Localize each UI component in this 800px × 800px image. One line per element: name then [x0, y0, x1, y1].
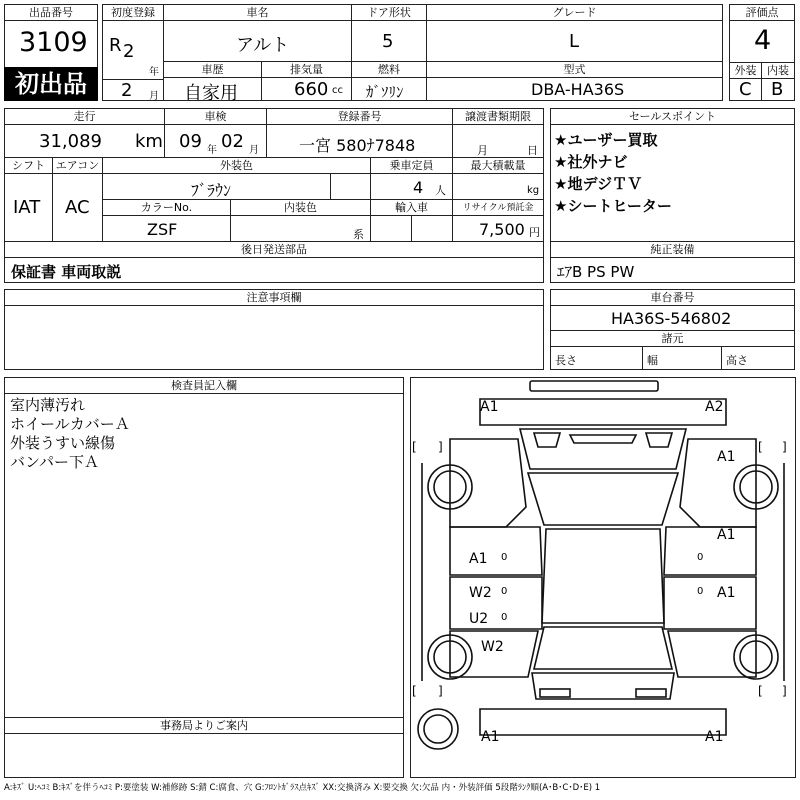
inspection-year-unit: 年 — [207, 145, 217, 156]
bracket-left: ] — [438, 684, 443, 698]
width-box — [642, 346, 722, 370]
lot-number: 3109 — [19, 27, 88, 58]
sales-point-item: ★地デジＴＶ — [554, 175, 643, 193]
transfer-day-unit: 日 — [527, 144, 538, 157]
plate-label: 登録番号 — [266, 108, 453, 125]
damage-legend: A:ｷｽﾞ U:ﾍｺﾐ B:ｷｽﾞを伴うﾍｺﾐ P:要塗装 W:補修跡 S:錆 C:腐食、穴 G:ﾌﾛﾝﾄｶﾞﾗｽ点ｷｽﾞ XX:交換済み X:要交換 欠:欠品 内・外装評価 5段階ﾗﾝｸ順(A･B･C･D･E) 1 — [4, 783, 601, 793]
inspector-notes-box — [4, 393, 404, 718]
model-code-box — [426, 77, 723, 101]
transfer-deadline-box — [452, 124, 544, 158]
color-number-box — [102, 215, 231, 242]
exterior-color: ﾌﾞﾗｳﾝ — [191, 181, 232, 200]
aircon-box — [52, 173, 103, 242]
aircon-label: エアコン — [52, 157, 103, 174]
inspection-box — [164, 124, 267, 158]
exterior-grade: C — [739, 79, 752, 100]
mileage-label: 走行 — [4, 108, 165, 125]
bracket-left: [ — [412, 684, 417, 698]
first-listing-badge: 初出品 — [4, 67, 98, 101]
color-number-label: カラーNo. — [102, 199, 231, 216]
genuine-equipment: ｴｱB PS PW — [557, 263, 635, 281]
mileage-box — [4, 124, 165, 158]
shift-label: シフト — [4, 157, 53, 174]
office-notice-box — [4, 733, 404, 778]
mileage: 31,089 — [39, 131, 102, 152]
zero-mark: 0 — [697, 586, 704, 597]
zero-mark: 0 — [501, 612, 508, 623]
interior-grade-label: 内装 — [761, 62, 795, 79]
door-count: 5 — [382, 31, 394, 52]
capacity-unit: 人 — [435, 184, 446, 197]
zero-mark: 0 — [501, 586, 508, 597]
height-label: 高さ — [726, 354, 748, 367]
length-label: 長さ — [555, 354, 577, 367]
inspector-note: 室内薄汚れ — [10, 396, 86, 414]
max-load-label: 最大積載量 — [452, 157, 544, 174]
inspector-notes-label: 検査員記入欄 — [4, 377, 404, 394]
capacity: 4 — [413, 178, 424, 197]
first-registration-month-box — [102, 79, 164, 101]
chassis-number-label: 車台番号 — [550, 289, 795, 306]
score-label: 評価点 — [729, 4, 795, 21]
sales-point-item: ★シートヒーター — [554, 197, 672, 215]
interior-color-box — [230, 215, 371, 242]
inspector-note: ホイールカバーＡ — [10, 415, 130, 433]
inspection-month: 02 — [221, 131, 244, 152]
fuel: ｶﾞｿﾘﾝ — [366, 83, 404, 101]
car-history-label: 車歴 — [163, 61, 262, 78]
damage-mark-right-front-fender: A1 — [717, 449, 736, 465]
damage-mark-left-rear-door-w: W2 — [469, 585, 492, 601]
damage-mark-left-front-door: A1 — [469, 551, 488, 567]
damage-mark-front-left: A1 — [480, 399, 499, 415]
dimensions-label: 諸元 — [550, 330, 795, 347]
bracket-right: [ — [758, 684, 763, 698]
zero-mark: 0 — [501, 552, 508, 563]
damage-mark-rear-left: A1 — [481, 729, 500, 745]
sales-point-item: ★社外ナビ — [554, 153, 628, 171]
plate-box — [266, 124, 453, 158]
damage-mark-left-rear-door-u: U2 — [469, 611, 489, 627]
aircon: AC — [65, 197, 90, 218]
import-box-b — [411, 215, 453, 242]
later-parts-box — [4, 257, 544, 283]
score-box — [729, 20, 795, 63]
grade: L — [569, 31, 580, 52]
capacity-label: 乗車定員 — [370, 157, 453, 174]
recycle-fee-unit: 円 — [529, 226, 540, 239]
damage-mark-front-right: A2 — [705, 399, 724, 415]
interior-color-suffix: 系 — [353, 228, 364, 241]
exterior-grade-box — [729, 78, 762, 101]
damage-mark-rear-right: A1 — [705, 729, 724, 745]
damage-mark-right-front-door: A1 — [717, 527, 736, 543]
chassis-number: HA36S-546802 — [611, 309, 732, 328]
office-notice-label: 事務局よりご案内 — [4, 717, 404, 734]
bracket-right: [ — [758, 440, 763, 454]
displacement-label: 排気量 — [261, 61, 352, 78]
bracket-right: ] — [782, 684, 787, 698]
length-box — [550, 346, 643, 370]
first-registration-box — [102, 20, 164, 80]
damage-mark-right-rear-door: A1 — [717, 585, 736, 601]
mileage-unit: km — [135, 131, 163, 152]
shift: IAT — [13, 197, 41, 218]
grade-box — [426, 20, 723, 62]
lot-number-box — [4, 20, 98, 68]
plate-number: 一宮 580ﾅ7848 — [299, 136, 416, 155]
inspector-note: バンパー下Ａ — [10, 453, 99, 471]
displacement-box — [261, 77, 352, 101]
first-registration-month: 2 — [121, 80, 133, 101]
bracket-right: ] — [782, 440, 787, 454]
bracket-left: [ — [412, 440, 417, 454]
import-box-a — [370, 215, 412, 242]
recycle-fee: 7,500 — [479, 220, 525, 239]
displacement-unit: cc — [332, 85, 343, 96]
car-history-box — [163, 77, 262, 101]
era-letter: R — [109, 35, 122, 56]
car-history: 自家用 — [184, 83, 238, 101]
chassis-number-box — [550, 305, 795, 331]
height-box — [721, 346, 795, 370]
door-type-label: ドア形状 — [351, 4, 427, 21]
car-name: アルト — [236, 35, 290, 56]
grade-label: グレード — [426, 4, 723, 21]
sales-points-label: セールスポイント — [550, 108, 795, 125]
exterior-color-label: 外装色 — [102, 157, 371, 174]
interior-grade: B — [771, 79, 784, 100]
fuel-box — [351, 77, 427, 101]
inspection-year: 09 — [179, 131, 202, 152]
transfer-month-unit: 月 — [477, 144, 488, 157]
interior-grade-box — [761, 78, 795, 101]
max-load-unit: kg — [527, 185, 540, 196]
score: 4 — [754, 25, 772, 56]
genuine-equipment-box — [550, 257, 795, 283]
recycle-fee-box — [452, 215, 544, 242]
caution-box — [4, 305, 544, 370]
year-unit: 年 — [149, 67, 159, 78]
sales-point-item: ★ユーザー買取 — [554, 131, 658, 149]
car-body-diagram — [410, 377, 796, 778]
sales-points-box — [550, 124, 795, 242]
era-year: 2 — [123, 41, 135, 62]
zero-mark: 0 — [697, 552, 704, 563]
damage-mark-left-rear-fender: W2 — [481, 639, 504, 655]
fuel-label: 燃料 — [351, 61, 427, 78]
displacement: 660 — [294, 79, 329, 100]
capacity-box — [370, 173, 453, 200]
inspection-label: 車検 — [164, 108, 267, 125]
transfer-deadline-label: 譲渡書類期限 — [452, 108, 544, 125]
bracket-left: ] — [438, 440, 443, 454]
shift-box — [4, 173, 53, 242]
car-name-box — [163, 20, 352, 62]
exterior-grade-label: 外装 — [729, 62, 762, 79]
interior-color-label: 内装色 — [230, 199, 371, 216]
model-code: DBA-HA36S — [531, 80, 625, 99]
later-parts: 保証書 車両取説 — [11, 263, 122, 281]
width-label: 幅 — [647, 354, 658, 367]
import-label: 輸入車 — [370, 199, 453, 216]
later-parts-label: 後日発送部品 — [4, 241, 544, 258]
car-name-label: 車名 — [163, 4, 352, 21]
model-code-label: 型式 — [426, 61, 723, 78]
exterior-color-box — [102, 173, 331, 200]
first-registration-label: 初度登録 — [102, 4, 164, 21]
inspector-note: 外装うすい線傷 — [10, 434, 116, 452]
door-type-box — [351, 20, 427, 62]
caution-label: 注意事項欄 — [4, 289, 544, 306]
month-unit: 月 — [149, 91, 159, 101]
max-load-box — [452, 173, 544, 200]
genuine-equipment-label: 純正装備 — [550, 241, 795, 258]
recycle-fee-label: リサイクル預託金 — [452, 199, 544, 216]
lot-number-label: 出品番号 — [4, 4, 98, 21]
inspection-month-unit: 月 — [249, 145, 259, 156]
color-number: ZSF — [147, 220, 178, 239]
exterior-color-extra-box — [330, 173, 371, 200]
